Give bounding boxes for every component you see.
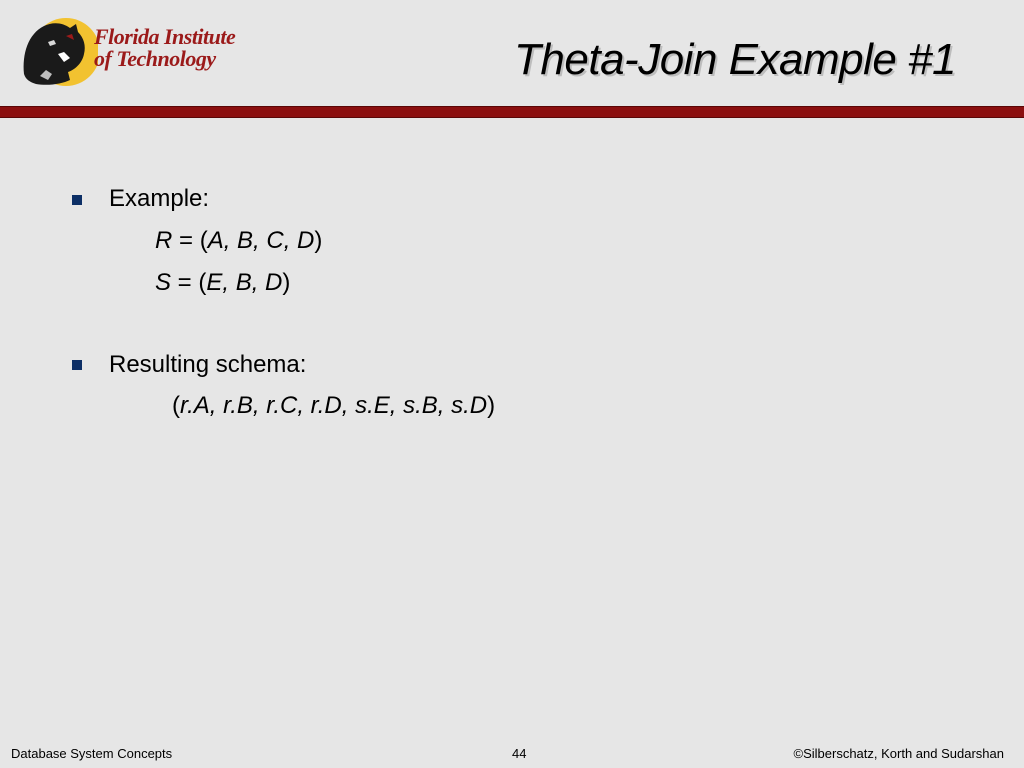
logo-text-line1: Florida Institute bbox=[94, 24, 236, 49]
logo-text-line2: of Technology bbox=[94, 46, 216, 71]
schema-r-close: ) bbox=[314, 227, 323, 254]
schema-r-line bbox=[155, 227, 322, 255]
title-divider bbox=[0, 106, 1024, 118]
panther-icon bbox=[18, 14, 98, 90]
schema-s-eq: = ( bbox=[171, 269, 207, 296]
schema-r-eq: = ( bbox=[172, 227, 208, 254]
schema-s-close: ) bbox=[282, 269, 291, 296]
footer-page-number: 44 bbox=[512, 746, 527, 761]
schema-r-name: R bbox=[155, 227, 173, 254]
slide-title: Theta-Join Example #1 bbox=[514, 35, 956, 84]
square-bullet-icon bbox=[72, 360, 82, 370]
result-schema-line bbox=[172, 392, 495, 420]
result-attrs: r.A, r.B, r.C, r.D, s.E, s.B, s.D bbox=[180, 392, 488, 419]
footer-course-title: Database System Concepts bbox=[11, 746, 173, 761]
schema-s-name: S bbox=[155, 269, 172, 296]
footer-copyright: ©Silberschatz, Korth and Sudarshan bbox=[793, 746, 1004, 761]
schema-s-line bbox=[155, 269, 290, 297]
bullet-example-label: Example: bbox=[109, 185, 210, 212]
bullet-result-label: Resulting schema: bbox=[109, 351, 307, 378]
square-bullet-icon bbox=[72, 195, 82, 205]
result-open: ( bbox=[172, 392, 180, 419]
schema-r-attrs: A, B, C, D bbox=[207, 227, 315, 254]
institution-logo bbox=[18, 14, 258, 90]
result-close: ) bbox=[487, 392, 496, 419]
schema-s-attrs: E, B, D bbox=[206, 269, 283, 296]
